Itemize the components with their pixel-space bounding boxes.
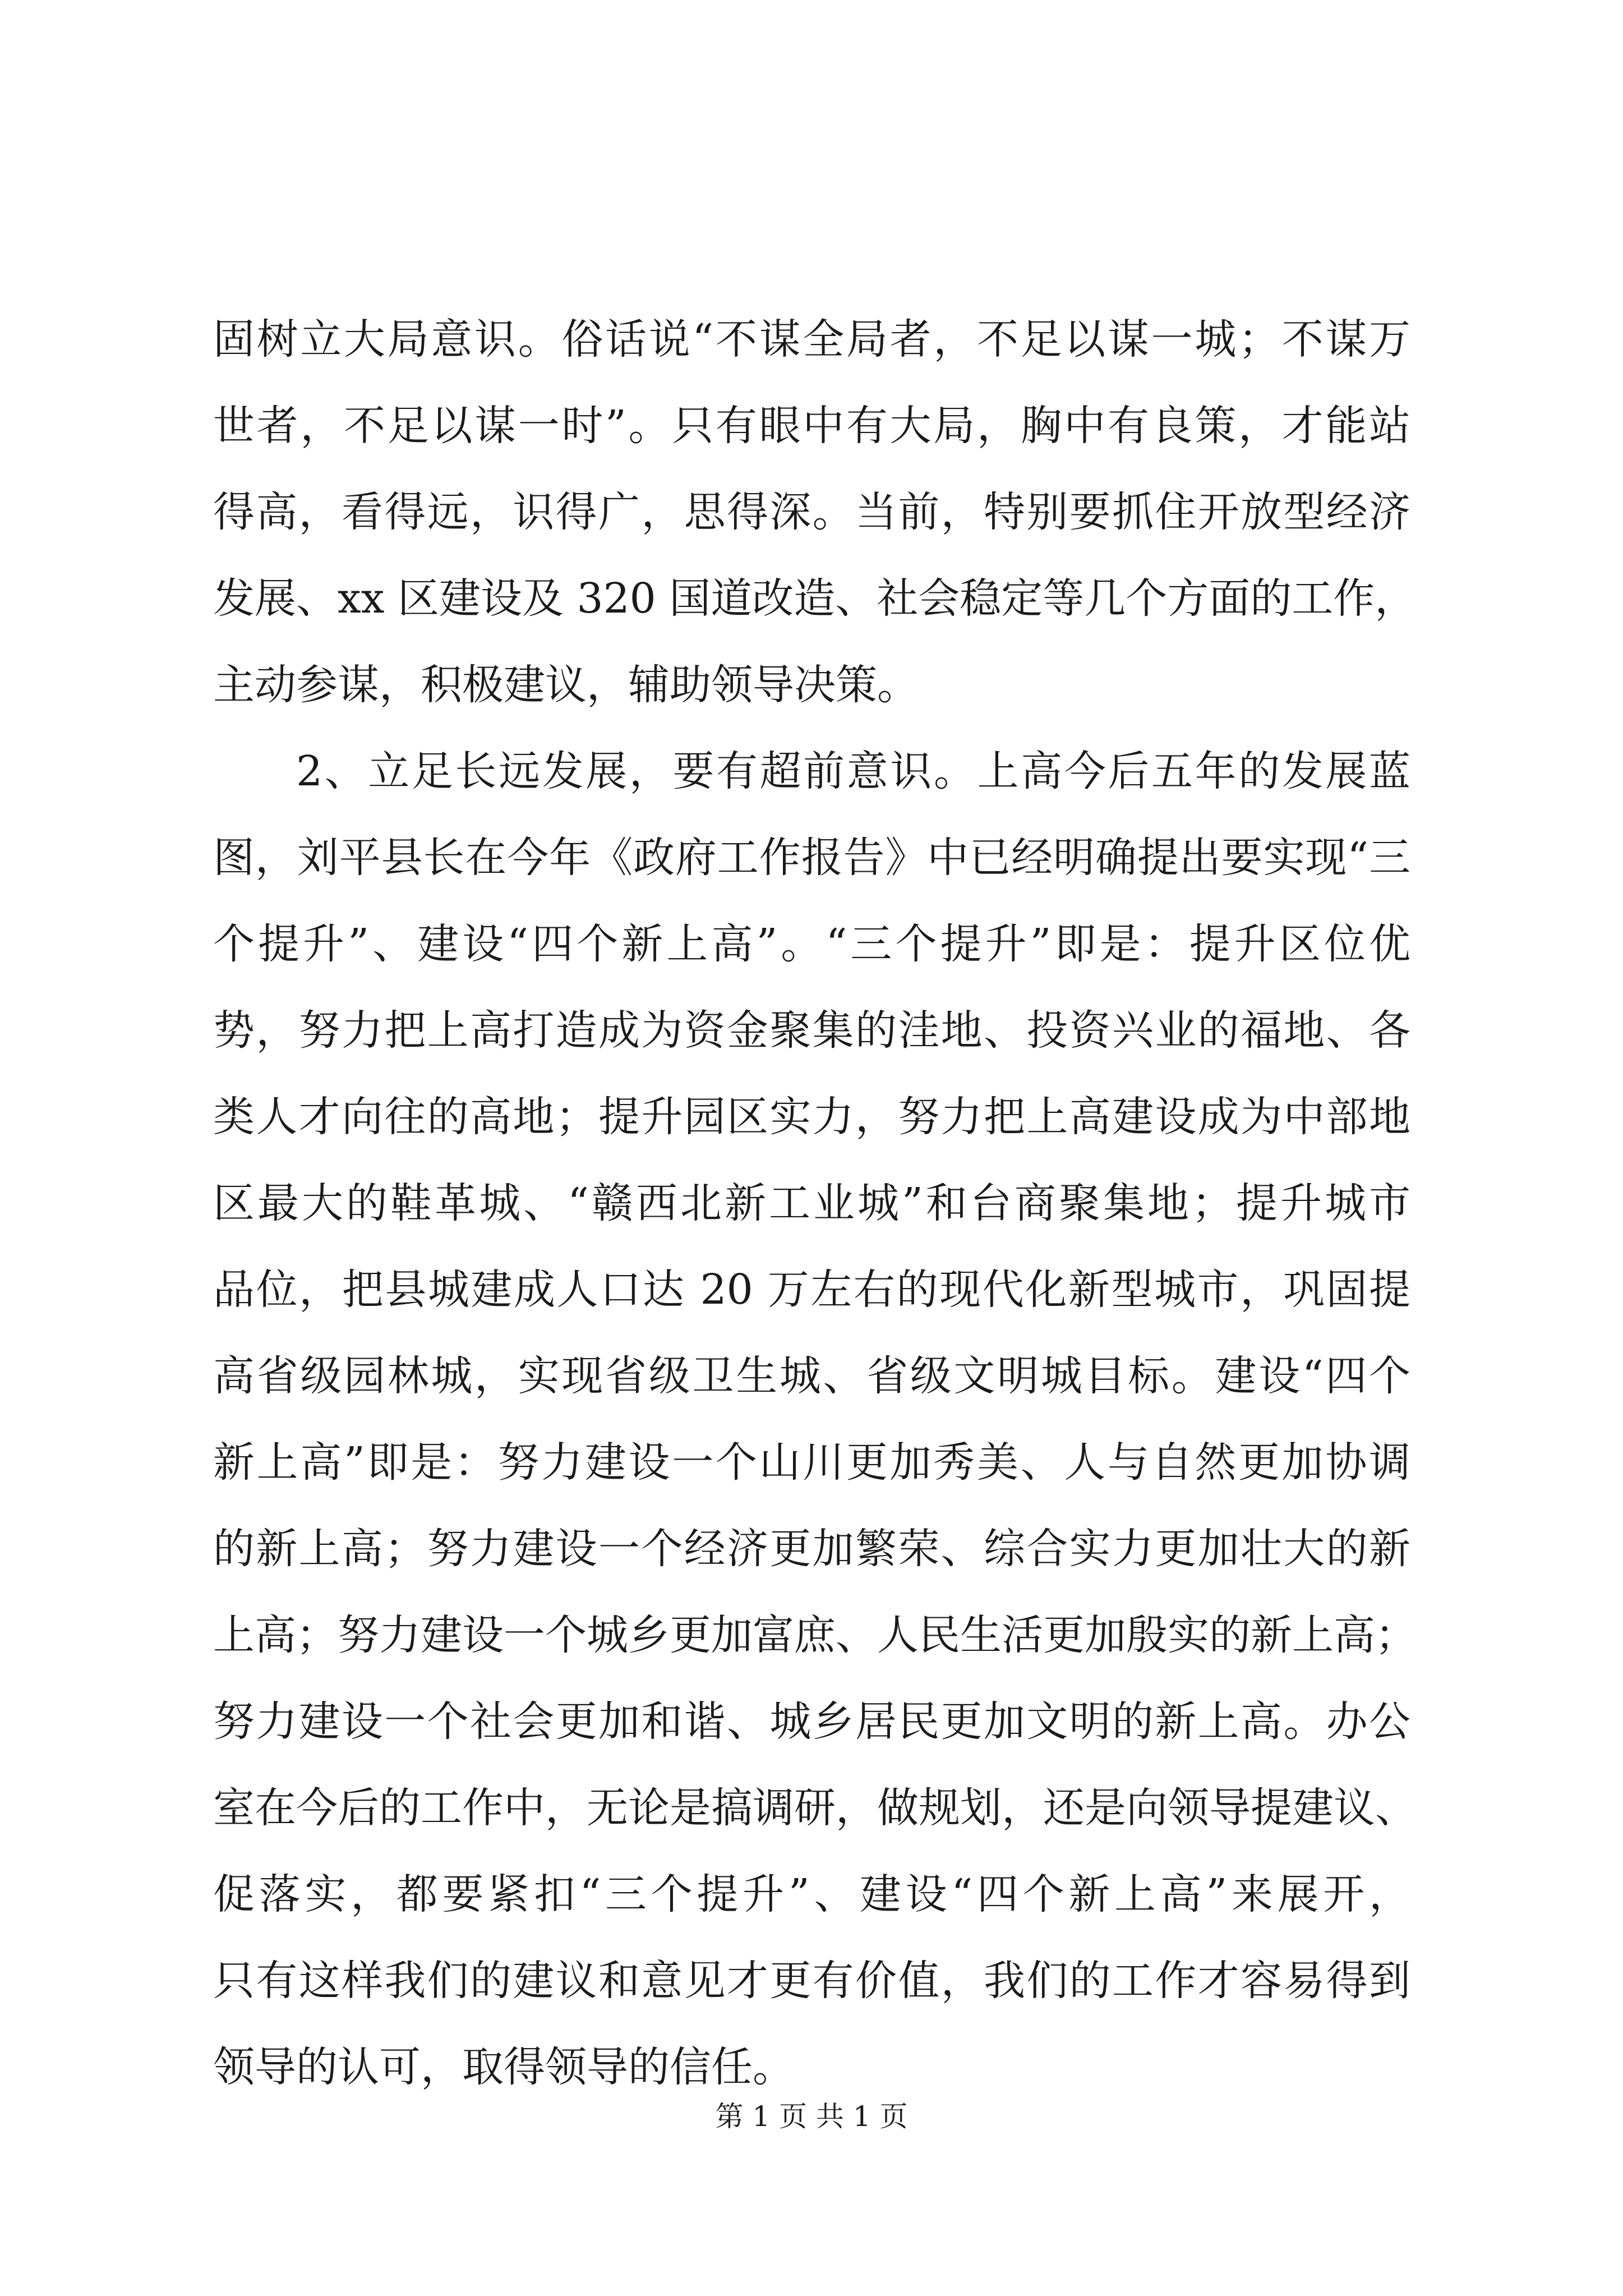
text-line: 室在今后的工作中，无论是搞调研，做规划，还是向领导提建议、 — [213, 1784, 1417, 1832]
page-footer: 第 1 页 共 1 页 — [715, 2100, 908, 2133]
text-line: 2、立足长远发展，要有超前意识。上高今后五年的发展蓝 — [296, 747, 1410, 795]
text-line: 得高，看得远，识得广，思得深。当前，特别要抓住开放型经济 — [213, 488, 1410, 536]
text-line: 发展、xx 区建设及 320 国道改造、社会稳定等几个方面的工作， — [213, 574, 1417, 623]
text-line: 新上高”即是：努力建设一个山川更加秀美、人与自然更加协调 — [213, 1438, 1410, 1487]
text-line: 高省级园林城，实现省级卫生城、省级文明城目标。建设“四个 — [213, 1352, 1410, 1400]
text-line: 主动参谋，积极建议，辅助领导决策。 — [213, 661, 919, 709]
text-line: 图，刘平县长在今年《政府工作报告》中已经明确提出要实现“三 — [213, 834, 1410, 882]
text-line: 的新上高；努力建设一个经济更加繁荣、综合实力更加壮大的新 — [213, 1525, 1410, 1573]
text-line: 只有这样我们的建议和意见才更有价值，我们的工作才容易得到 — [213, 1957, 1410, 2005]
text-line: 世者，不足以谋一时”。只有眼中有大局，胸中有良策，才能站 — [213, 402, 1410, 450]
text-line: 个提升”、建设“四个新上高”。“三个提升”即是：提升区位优 — [213, 920, 1410, 968]
text-line: 固树立大局意识。俗话说“不谋全局者，不足以谋一城；不谋万 — [213, 315, 1410, 364]
text-line: 领导的认可，取得领导的信任。 — [213, 2043, 794, 2091]
document-body — [213, 296, 1417, 2110]
paragraph-1 — [213, 296, 1417, 728]
text-line: 势，努力把上高打造成为资金聚集的洼地、投资兴业的福地、各 — [213, 1006, 1410, 1055]
text-line: 类人才向往的高地；提升园区实力，努力把上高建设成为中部地 — [213, 1093, 1410, 1141]
text-line: 品位，把县城建成人口达 20 万左右的现代化新型城市，巩固提 — [213, 1266, 1410, 1314]
text-line: 区最大的鞋革城、“赣西北新工业城”和台商聚集地；提升城市 — [213, 1179, 1410, 1227]
text-line: 上高；努力建设一个城乡更加富庶、人民生活更加殷实的新上高； — [213, 1611, 1417, 1659]
text-line: 努力建设一个社会更加和谐、城乡居民更加文明的新上高。办公 — [213, 1697, 1410, 1746]
text-line: 促落实，都要紧扣“三个提升”、建设“四个新上高”来展开， — [213, 1870, 1410, 1918]
paragraph-2 — [213, 728, 1417, 2110]
